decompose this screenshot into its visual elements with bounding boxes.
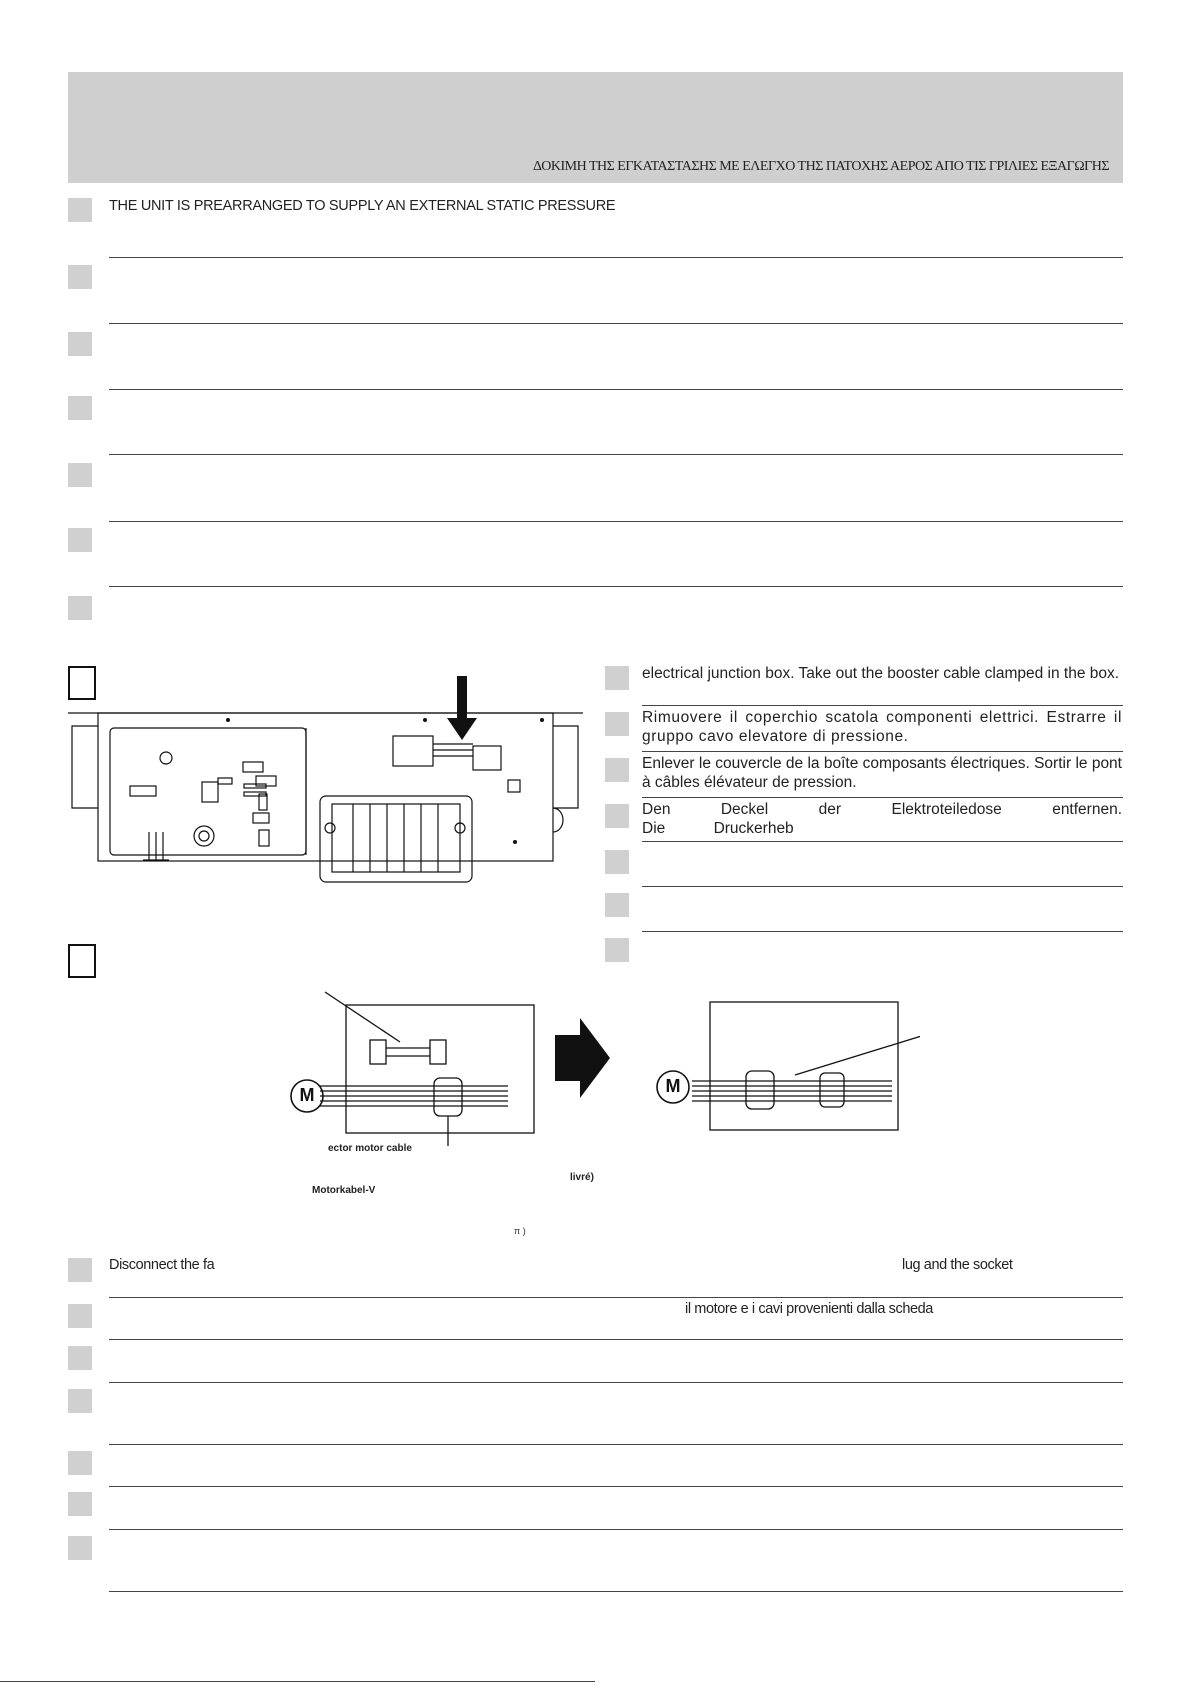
- divider: [642, 797, 1123, 798]
- divider: [109, 1486, 1123, 1487]
- lang-marker-en: [605, 666, 629, 690]
- divider: [109, 454, 1123, 455]
- step1-text-fr: Enlever le couvercle de la boîte composants électriques. Sortir le pont à câbles élévateur de pression.: [642, 755, 1122, 791]
- divider: [109, 1444, 1123, 1445]
- label-livre: livré): [570, 1172, 594, 1183]
- lang-marker: [68, 1389, 92, 1413]
- footer-rule: [0, 1681, 595, 1682]
- lang-marker: [605, 850, 629, 874]
- lang-marker: [68, 1451, 92, 1475]
- divider: [109, 521, 1123, 522]
- divider: [642, 705, 1123, 706]
- lang-marker-it: [605, 712, 629, 736]
- lang-marker: [68, 596, 92, 620]
- divider: [109, 586, 1123, 587]
- step2-text-en-start: Disconnect the fa: [109, 1257, 215, 1273]
- step1-text-it: Rimuovere il coperchio scatola componenti elettrici. Estrarre il gruppo cavo elevatore di pressione.: [642, 709, 1122, 745]
- divider: [642, 886, 1123, 887]
- lang-marker: [68, 1304, 92, 1328]
- lang-marker: [68, 332, 92, 356]
- lang-marker: [68, 1492, 92, 1516]
- label-motor-cable: ector motor cable: [328, 1143, 412, 1154]
- lang-marker: [68, 265, 92, 289]
- lang-marker-fr: [605, 758, 629, 782]
- divider: [642, 931, 1123, 932]
- down-arrow-icon: [447, 676, 477, 740]
- intro-text: THE UNIT IS PREARRANGED TO SUPPLY AN EXTERNAL STATIC PRESSURE: [109, 198, 616, 214]
- lang-marker: [68, 1258, 92, 1282]
- divider: [642, 751, 1123, 752]
- divider: [109, 1591, 1123, 1592]
- lang-marker-de: [605, 804, 629, 828]
- motor-icon: M: [665, 1076, 681, 1096]
- label-motorkabel: Motorkabel-V: [312, 1185, 376, 1196]
- page-header: [68, 72, 1123, 183]
- right-arrow-icon: [555, 1018, 610, 1098]
- lang-marker: [605, 893, 629, 917]
- divider: [642, 841, 1123, 842]
- lang-marker: [68, 1536, 92, 1560]
- divider: [109, 389, 1123, 390]
- step2-text-en-end: lug and the socket: [902, 1257, 1013, 1273]
- step2-text-it: il motore e i cavi provenienti dalla scheda: [685, 1301, 933, 1317]
- divider: [109, 1382, 1123, 1383]
- cable-connection-drawing: [280, 980, 920, 1150]
- divider: [109, 257, 1123, 258]
- divider: [109, 1529, 1123, 1530]
- lang-marker: [68, 1346, 92, 1370]
- lang-marker: [605, 938, 629, 962]
- lang-marker: [68, 528, 92, 552]
- motor-icon: M: [299, 1085, 315, 1105]
- step1-text-en: electrical junction box. Take out the booster cable clamped in the box.: [642, 665, 1120, 682]
- divider: [109, 1339, 1123, 1340]
- divider: [109, 323, 1123, 324]
- junction-box-drawing: [68, 670, 588, 900]
- header-title: ΔΟΚΙΜΗ ΤΗΣ ΕΓΚΑΤΑΣΤΑΣΗΣ ΜΕ ΕΛΕΓΧΟ ΤΗΣ ΠΑΤΟΧΗΣ ΑΕΡΟΣ ΑΠΟ ΤΙΣ ΓΡΙΛΙΕΣ ΕΞΑΓΩΓΗΣ: [533, 159, 1109, 174]
- step1-text-de: Den Deckel der Elektroteiledose entfernen. Die Druckerheb: [642, 801, 1122, 837]
- lang-marker: [68, 463, 92, 487]
- figure-step-box-2: [68, 944, 96, 978]
- lang-marker: [68, 396, 92, 420]
- label-pi: π ): [514, 1226, 526, 1236]
- lang-marker: [68, 198, 92, 222]
- divider: [109, 1297, 1123, 1298]
